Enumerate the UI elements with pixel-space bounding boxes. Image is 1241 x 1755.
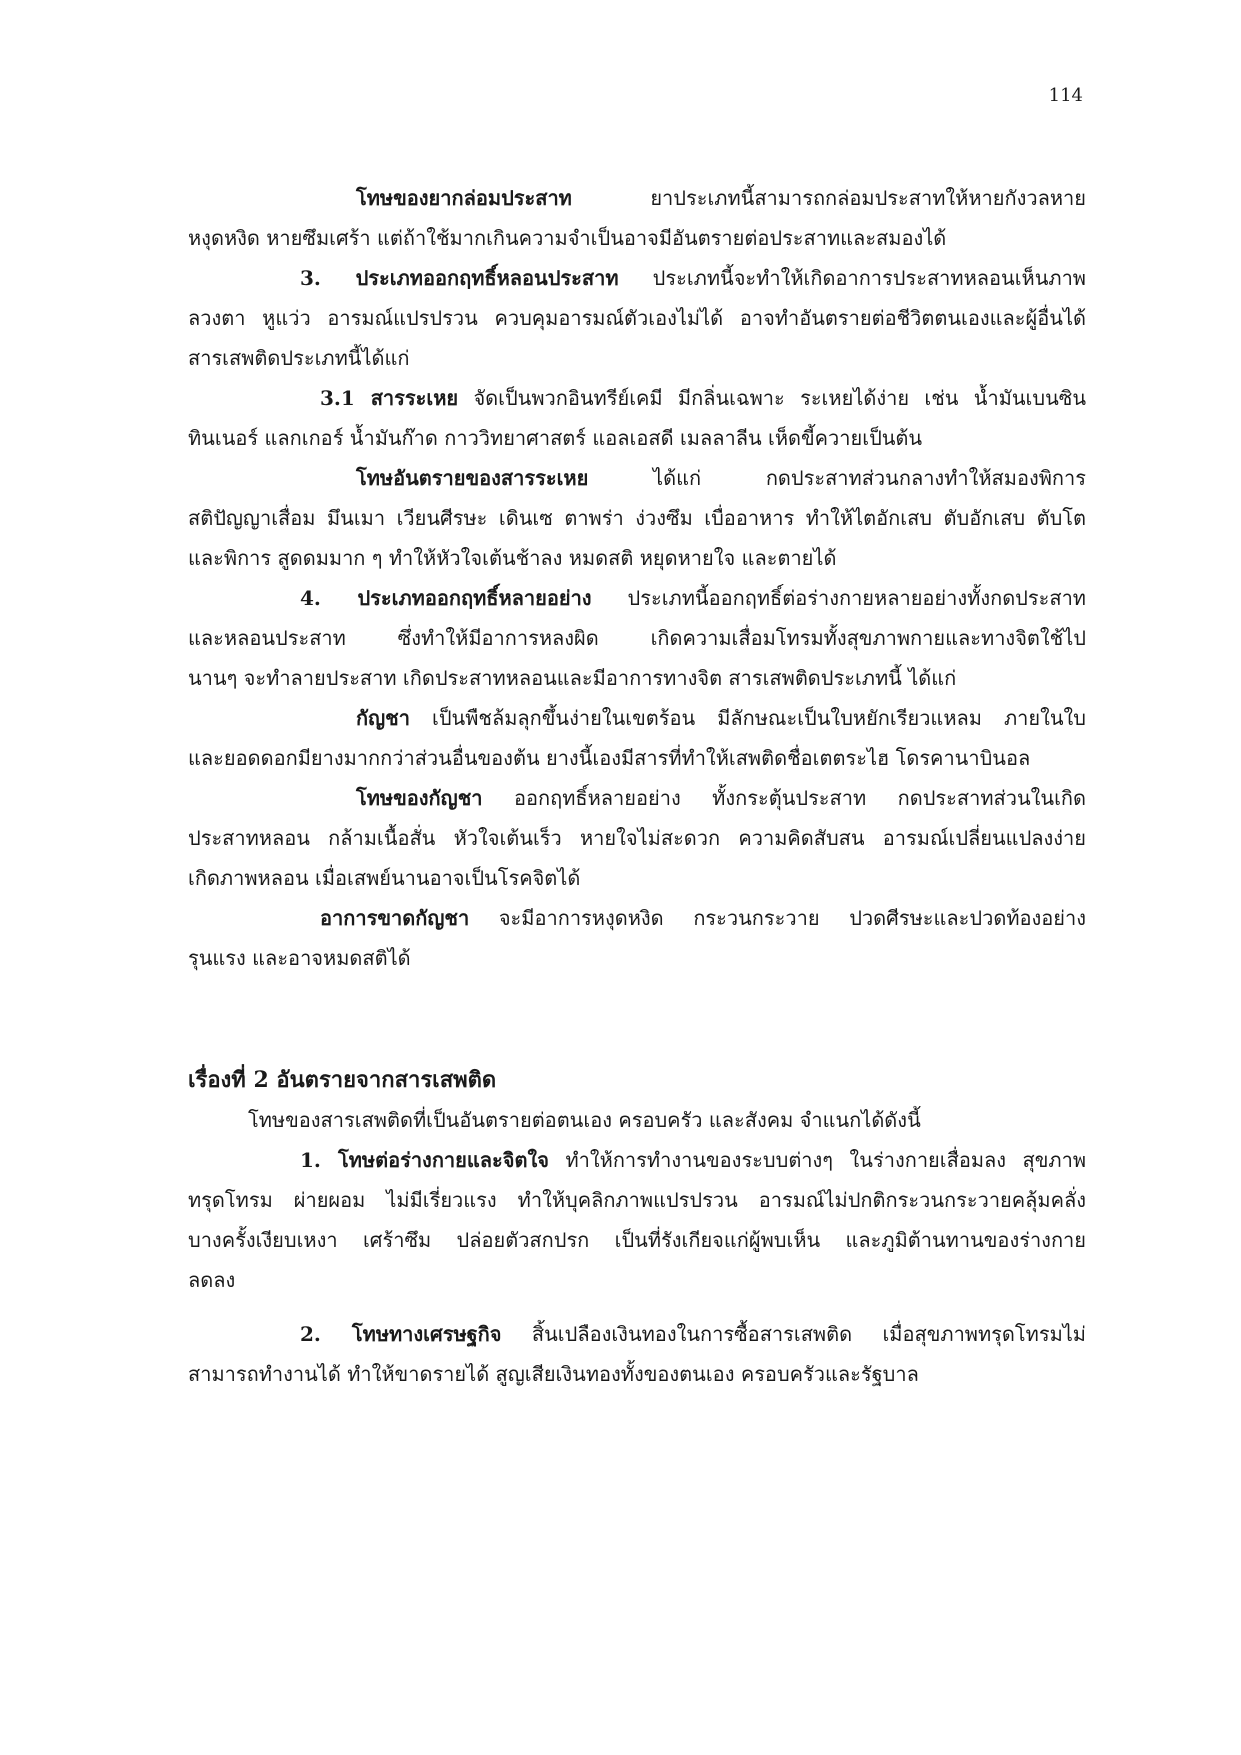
term-physical-mental-harm: 1. โทษต่อร่างกายและจิตใจ [300, 1148, 549, 1172]
paragraph-text: ประเภทนี้ออกฤทธิ์ต่อร่างกายหลายอย่างทั้งกดประสาท [591, 586, 1086, 610]
paragraph-economic-harm [188, 1314, 1086, 1394]
paragraph-line: และยอดดอกมียางมากกว่าส่วนอื่นของต้น ยางนี้เองมีสารที่ทำให้เสพติดชื่อเตตระไฮ โดรคานาบินอล [188, 746, 1031, 770]
paragraph-line: สามารถทำงานได้ ทำให้ขาดรายได้ สูญเสียเงินทองทั้งของตนเอง ครอบครัวและรัฐบาล [188, 1362, 919, 1386]
paragraph-text: ออกฤทธิ์หลายอย่าง ทั้งกระตุ้นประสาท กดประสาทส่วนในเกิด [482, 786, 1086, 810]
paragraph-line: ทินเนอร์ แลกเกอร์ น้ำมันก๊าด กาววิทยาศาสตร์ แอลเอสดี เมลลาลีน เห็ดขี้ควายเป็นต้น [188, 426, 923, 450]
section-heading: เรื่องที่ 2 อันตรายจากสารเสพติด [188, 1067, 497, 1093]
paragraph-physical-mental-harm [188, 1140, 1086, 1300]
paragraph-text: ได้แก่ กดประสาทส่วนกลางทำให้สมองพิการ [588, 466, 1086, 490]
paragraph-line: เกิดภาพหลอน เมื่อเสพย์นานอาจเป็นโรคจิตได้ [188, 866, 581, 890]
paragraph-line: และพิการ สูดดมมาก ๆ ทำให้หัวใจเต้นช้าลง หมดสติ หยุดหายใจ และตายได้ [188, 546, 837, 570]
paragraph-line: นานๆ จะทำลายประสาท เกิดประสาทหลอนและมีอาการทางจิต สารเสพติดประเภทนี้ ได้แก่ [188, 666, 957, 690]
paragraph-line: บางครั้งเงียบเหงา เศร้าซึม ปล่อยตัวสกปรก เป็นที่รังเกียจแก่ผู้พบเห็น และภูมิต้านทานของร่างกาย [188, 1228, 1086, 1252]
paragraph-text: จะมีอาการหงุดหงิด กระวนกระวาย ปวดศีรษะและปวดท้องอย่าง [469, 906, 1086, 930]
paragraph-line: ลดลง [188, 1268, 236, 1292]
paragraph-line: และหลอนประสาท ซึ่งทำให้มีอาการหลงผิด เกิดความเสื่อมโทรมทั้งสุขภาพกายและทางจิตใช้ไป [188, 626, 1086, 650]
paragraph-text: ยาประเภทนี้สามารถกล่อมประสาทให้หายกังวลหาย [571, 186, 1086, 210]
section-intro: โทษของสารเสพติดที่เป็นอันตรายต่อตนเอง ครอบครัว และสังคม จำแนกได้ดังนี้ [248, 1108, 921, 1132]
term-volatile-harm: โทษอันตรายของสารระเหย [356, 466, 589, 490]
paragraph-cannabis-harm [188, 778, 1086, 898]
term-multi-effect-type: 4. ประเภทออกฤทธิ์หลายอย่าง [300, 586, 592, 610]
paragraph-line: รุนแรง และอาจหมดสติได้ [188, 946, 411, 970]
term-cannabis-withdrawal: อาการขาดกัญชา [320, 906, 470, 930]
term-hallucinogen-type: 3. ประเภทออกฤทธิ์หลอนประสาท [300, 266, 619, 290]
paragraph-text: ทำให้การทำงานของระบบต่างๆ ในร่างกายเสื่อมลง สุขภาพ [548, 1148, 1086, 1172]
paragraph-text: ประเภทนี้จะทำให้เกิดอาการประสาทหลอนเห็นภาพ [618, 266, 1086, 290]
paragraph-line: หงุดหงิด หายซึมเศร้า แต่ถ้าใช้มากเกินความจำเป็นอาจมีอันตรายต่อประสาทและสมองได้ [188, 226, 947, 250]
paragraph-line: ประสาทหลอน กล้ามเนื้อสั่น หัวใจเต้นเร็ว หายใจไม่สะดวก ความคิดสับสน อารมณ์เปลี่ยนแปลงง่าย [188, 826, 1086, 850]
paragraph-line: สติปัญญาเสื่อม มึนเมา เวียนศีรษะ เดินเซ ตาพร่า ง่วงซึม เบื่ออาหาร ทำให้ไตอักเสบ ตับอักเสบ ตับโต [188, 506, 1086, 530]
term-cannabis-harm: โทษของกัญชา [356, 786, 483, 810]
spacer [188, 1300, 1086, 1314]
paragraph-hallucinogen-type [188, 258, 1086, 378]
paragraph-text: จัดเป็นพวกอินทรีย์เคมี มีกลิ่นเฉพาะ ระเหยได้ง่าย เช่น น้ำมันเบนซิน [458, 386, 1086, 410]
paragraph-cannabis [188, 698, 1086, 778]
term-sedative-harm: โทษของยากล่อมประสาท [356, 186, 572, 210]
page-number: 114 [1048, 85, 1083, 106]
paragraph-multi-effect-type [188, 578, 1086, 698]
paragraph-sedative-harm [188, 178, 1086, 258]
paragraph-line: ลวงตา หูแว่ว อารมณ์แปรปรวน ควบคุมอารมณ์ตัวเองไม่ได้ อาจทำอันตรายต่อชีวิตตนเองและผู้อื่นได้ [188, 306, 1086, 330]
term-volatile-substances: 3.1 สารระเหย [320, 386, 459, 410]
paragraph-cannabis-withdrawal [188, 898, 1086, 978]
paragraph-volatile-substances [188, 378, 1086, 458]
term-cannabis: กัญชา [356, 706, 410, 730]
paragraph-line: ทรุดโทรม ผ่ายผอม ไม่มีเรี่ยวแรง ทำให้บุคลิกภาพแปรปรวน อารมณ์ไม่ปกติกระวนกระวายคลุ้มคลั่ง [188, 1188, 1086, 1212]
paragraph-line: สารเสพติดประเภทนี้ได้แก่ [188, 346, 410, 370]
page-body [188, 178, 1086, 1394]
paragraph-volatile-harm [188, 458, 1086, 578]
paragraph-text: สิ้นเปลืองเงินทองในการซื้อสารเสพติด เมื่อสุขภาพทรุดโทรมไม่ [501, 1322, 1086, 1346]
term-economic-harm: 2. โทษทางเศรษฐกิจ [300, 1322, 502, 1346]
paragraph-text: เป็นพืชล้มลุกขึ้นง่ายในเขตร้อน มีลักษณะเป็นใบหยักเรียวแหลม ภายในใบ [409, 706, 1086, 730]
